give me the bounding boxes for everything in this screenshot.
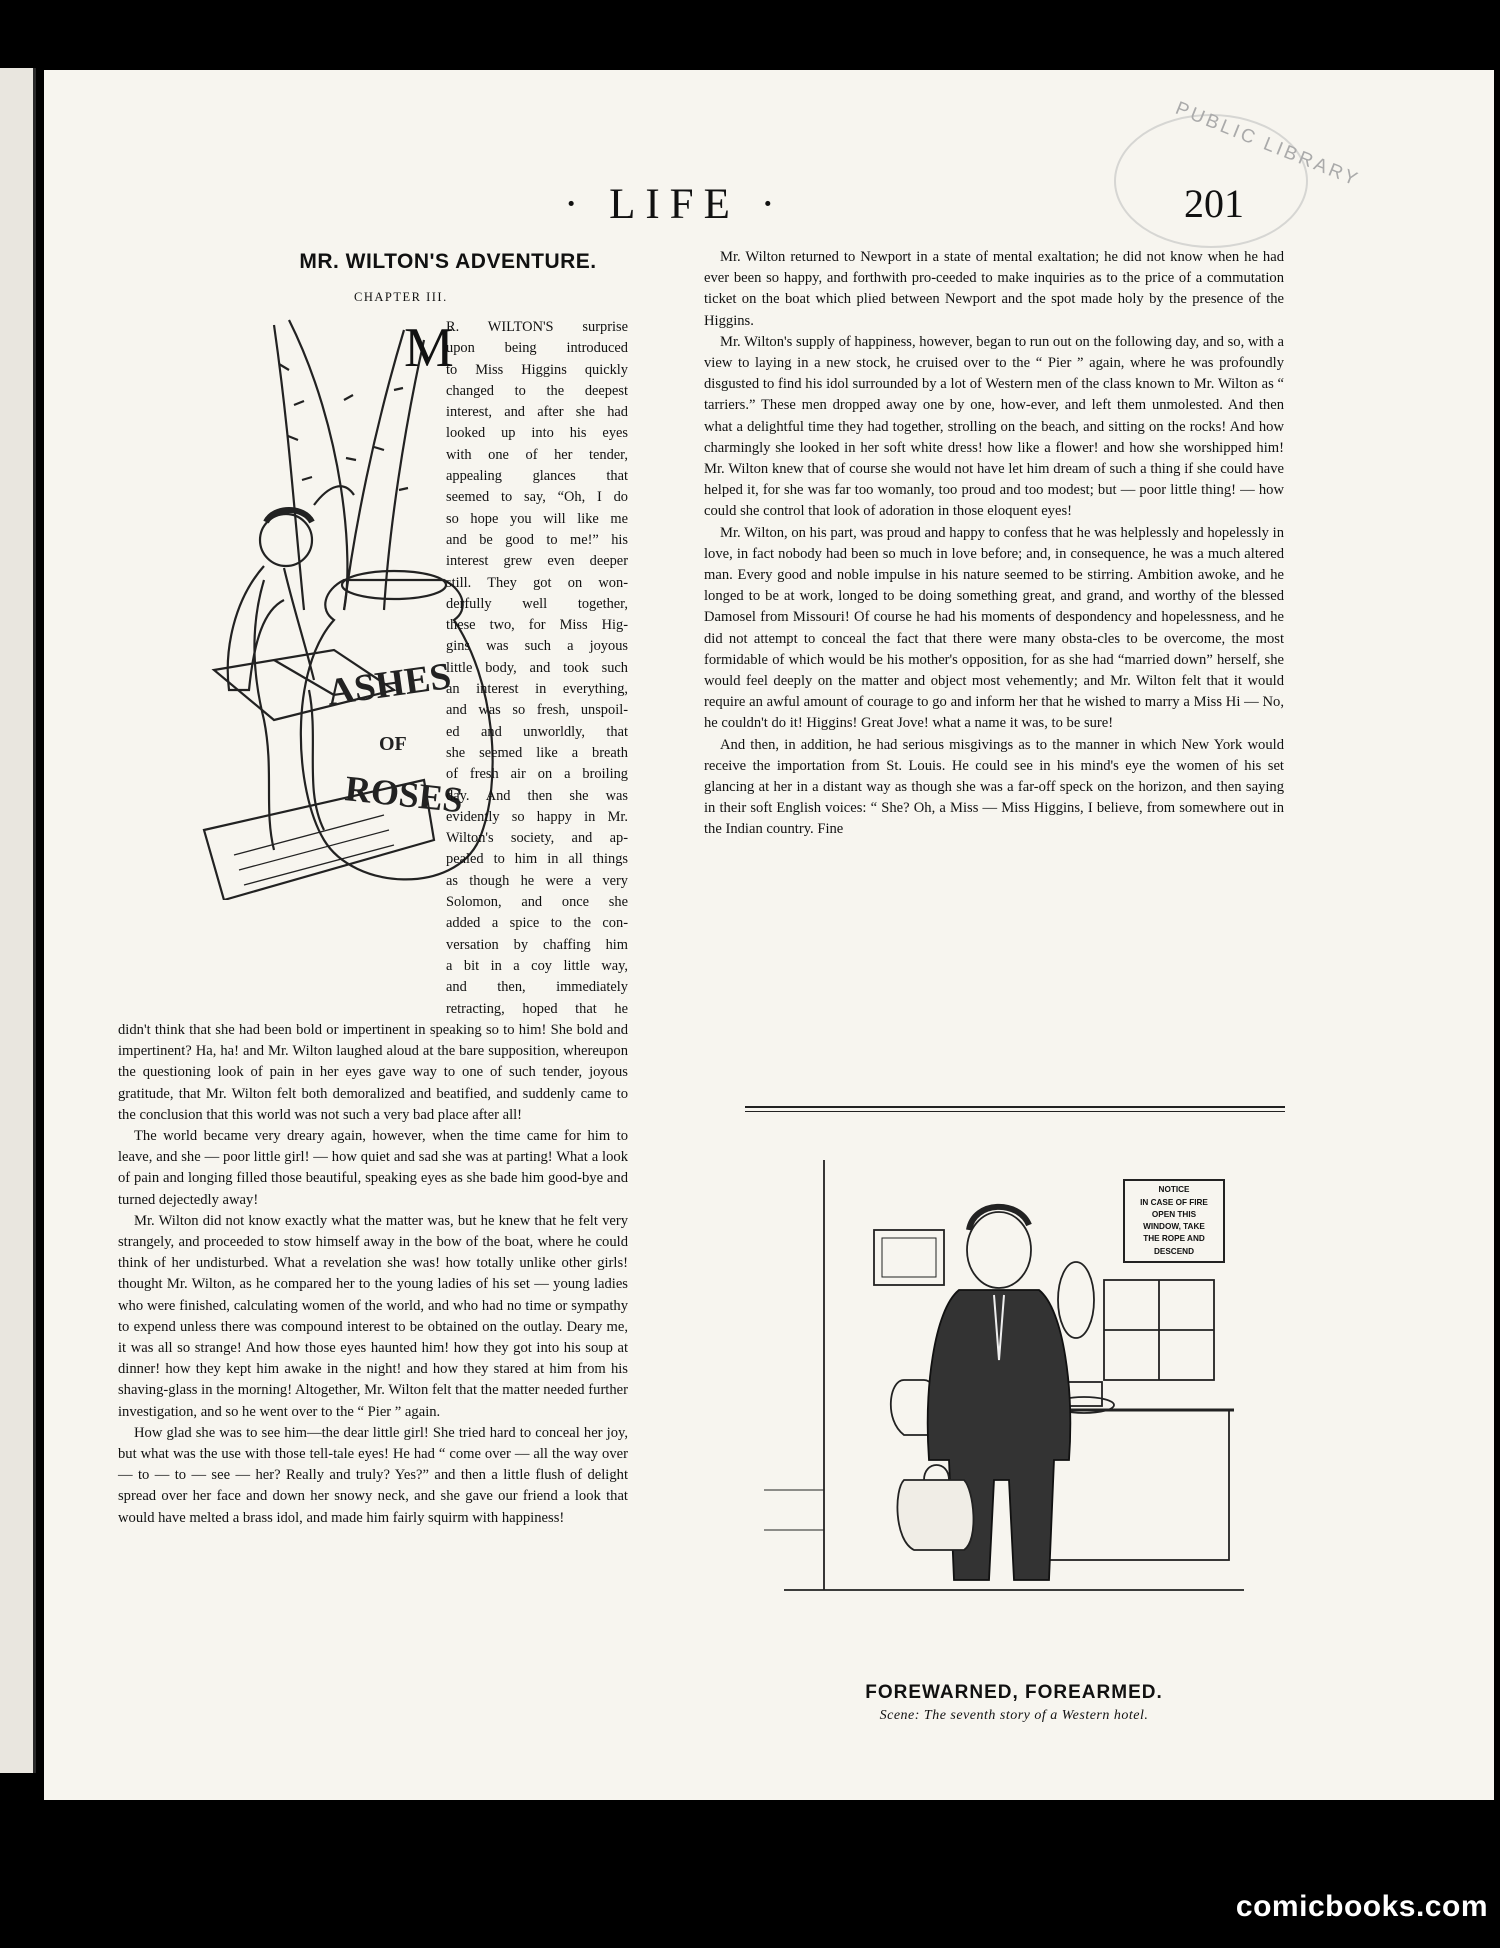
sign-line: DESCEND <box>1153 1247 1195 1256</box>
site-watermark: comicbooks.com <box>1235 1890 1488 1923</box>
wrap-line: and be good to me!” his <box>446 531 628 548</box>
wrap-line: as though he were a very <box>446 872 628 889</box>
paragraph: And then, in addition, he had serious misgivings as to the manner in which New York would receive the importation from St. Louis. He could see in his mind's eye the women of his set glancing at her in a distant way as though she was a far-off speck on the horizon, and then saying in their soft English voices: “ She? Oh, a Miss — Miss Higgins, I believe, from somewhere out in the Indian country. Fine <box>704 736 1284 838</box>
sign-line: NOTICE <box>1158 1185 1190 1194</box>
story-right-column <box>704 247 1284 841</box>
section-divider <box>745 1106 1285 1108</box>
magazine-page <box>44 70 1494 1800</box>
wrap-line: seemed to say, “Oh, I do <box>446 489 628 506</box>
masthead: · LIFE · <box>564 181 785 228</box>
wrap-line: versation by chaffing him <box>446 936 628 953</box>
paragraph: The world became very dreary again, however, when the time came for him to leave, and she — poor little girl! — how quiet and sad she was at parting! What a look of pain and longing filled those beautiful, speaking eyes as she bade him good-bye and turned dejectedly away! <box>118 1128 628 1208</box>
wrap-line: retracting, hoped that he <box>446 1000 628 1017</box>
wrap-line: and was so fresh, unspoil- <box>446 702 628 719</box>
story-left-column <box>118 1020 628 1529</box>
cartoon-hotel-room <box>764 1160 1264 1670</box>
wrap-line: ed and unworldly, that <box>446 723 628 740</box>
wrap-line: interest grew even deeper <box>446 553 628 570</box>
sign-line: THE ROPE AND <box>1143 1234 1205 1243</box>
page-number: 201 <box>1184 181 1244 226</box>
story-wrap-column <box>446 317 628 1020</box>
section-divider-thin <box>745 1111 1285 1112</box>
wrap-line: still. They got on won- <box>446 574 628 591</box>
sign-line: IN CASE OF FIRE <box>1140 1198 1208 1207</box>
paragraph: Mr. Wilton returned to Newport in a state of mental exaltation; he did not know when he had ever been so happy, and forthwith pro-ceeded to make inquiries as to the price of a commutation ticket on the boat which plied between Newport and the spot made holy by the presence of the Higgins. <box>704 249 1284 329</box>
wrap-line: with one of her tender, <box>446 446 628 463</box>
wrap-line: derfully well together, <box>446 595 628 612</box>
story-title: MR. WILTON'S ADVENTURE. <box>299 250 597 273</box>
jar-text-roses: ROSES <box>343 768 465 821</box>
chapter-heading: CHAPTER III. <box>354 290 448 304</box>
wrap-line: little body, and took such <box>446 659 628 676</box>
wrap-line: to Miss Higgins quickly <box>446 361 628 378</box>
wrap-line: appealing glances that <box>446 468 628 485</box>
wrap-line: evidently so happy in Mr. <box>446 808 628 825</box>
wrap-line: upon being introduced <box>446 340 628 357</box>
wrap-line: gins was such a joyous <box>446 638 628 655</box>
library-stamp-text: PUBLIC LIBRARY <box>1172 97 1363 192</box>
sign-line: WINDOW, TAKE <box>1143 1222 1205 1231</box>
wrap-line: a bit in a coy little way, <box>446 957 628 974</box>
drop-cap: M <box>404 317 454 379</box>
jar-text-ashes: ASHES <box>324 654 454 714</box>
sign-line: OPEN THIS <box>1151 1210 1197 1219</box>
wrap-line: Solomon, and once she <box>446 894 628 911</box>
wrap-line: Wilton's society, and ap- <box>446 830 628 847</box>
paragraph: didn't think that she had been bold or impertinent in speaking so to him! She bold and impertinent? Ha, ha! and Mr. Wilton laughed aloud at the bare supposition, whereupon the questioning look of pain in her eyes gave way to one of such tender, joyous gratitude, that Mr. Wilton felt both demoralized and beatified, and suddenly came to the conclusion that this world was not such a very bad place after all! <box>118 1022 628 1123</box>
wrap-line: an interest in everything, <box>446 681 628 698</box>
cartoon-scene-caption: Scene: The seventh story of a Western hotel. <box>879 1708 1149 1723</box>
paragraph: Mr. Wilton did not know exactly what the matter was, but he knew that he felt very strangely, and proceeded to stow himself away in the bow of the boat, where he could think of her undisturbed. What a revelation she was! how totally unlike other girls! thought Mr. Wilton, as he compared her to the young ladies of his set — young ladies who were finished, calculating women of the world, and who had no time or sympathy to expend unless there was compound interest to be obtained on the outlay. Deary me, it was all so strange! And how those eyes haunted him! how they got into his soup at dinner! how they kept him awake in the night! and how they stared at him from his shaving-glass in the morning! Altogether, Mr. Wilton felt that the matter needed further investigation, and so he went over to the “ Pier ” again. <box>118 1212 628 1420</box>
previous-page-edge <box>0 68 36 1773</box>
wrap-line: of fresh air on a broiling <box>446 766 628 783</box>
wrap-line: she seemed like a breath <box>446 744 628 761</box>
wrap-line: looked up into his eyes <box>446 425 628 442</box>
wrap-line: these two, for Miss Hig- <box>446 617 628 634</box>
wrap-line: and then, immediately <box>446 979 628 996</box>
paragraph: Mr. Wilton's supply of happiness, however, began to run out on the following day, and so, with a view to laying in a new stock, he cruised over to the “ Pier ” again, where he was profoundly disgusted to find his idol surrounded by a lot of Western men of the class known to Mr. Wilton as “ tarriers.” These men dropped away one by one, how-ever, and left them unmolested. And then what a delightful time they had together, strolling on the beach, and sitting on the rocks! And how charmingly she looked in her soft white dress! how like a flower! and how she worshipped him! Mr. Wilton knew that of course she would not have let him dream of such a thing if she could have helped it, for she was far too womanly, too proud and too modest; but — poor little thing! — how could she control that look of adoration in those eloquent eyes! <box>704 333 1284 520</box>
wrap-line: R. WILTON'S surprise <box>446 319 628 335</box>
jar-text-of: OF <box>379 733 407 755</box>
wrap-line: interest, and after she had <box>446 404 628 421</box>
wrap-line: pealed to him in all things <box>446 851 628 868</box>
wrap-line: so hope you will like me <box>446 510 628 527</box>
wrap-line: changed to the deepest <box>446 382 628 399</box>
wrap-line: day. And then she was <box>446 787 628 804</box>
paragraph: How glad she was to see him—the dear little girl! She tried hard to conceal her joy, but what was the use with those tell-tale eyes! He had “ come over — all the way over — to — to — see — her? Really and truly? Yes?” and then a little flush of delight spread over her face and down her snowy neck, and she gave our friend a look that would have melted a brass idol, and made him fairly squirm with happiness! <box>118 1424 628 1526</box>
paragraph: Mr. Wilton, on his part, was proud and happy to confess that he was helplessly and hopelessly in love, in fact nobody had been so much in love before; and, in consequence, he was a much altered man. Every good and noble impulse in his nature seemed to be stirring. Ambition awoke, and he longed to be at work, longed to be doing something great, and grand, and worthy of the blessed Damosel from Missouri! Of course he had his moments of despondency and hopelessness, and he did not attempt to conceal the fact that there were many obsta-cles to be overcome, the most formidable of which would be his mother's opposition, for as she had “married down” herself, she would feel deeply on the matter and object most vehemently; and Mr. Wilton felt that it would require an awful amount of courage to go and inform her that he wished to marry a Miss Hi — No, he couldn't do it! Higgins! Great Jove! what a name it was, to be sure! <box>704 524 1284 732</box>
wrap-line: added a spice to the con- <box>446 915 628 932</box>
cartoon-title: FOREWARNED, FOREARMED. <box>865 1682 1163 1703</box>
